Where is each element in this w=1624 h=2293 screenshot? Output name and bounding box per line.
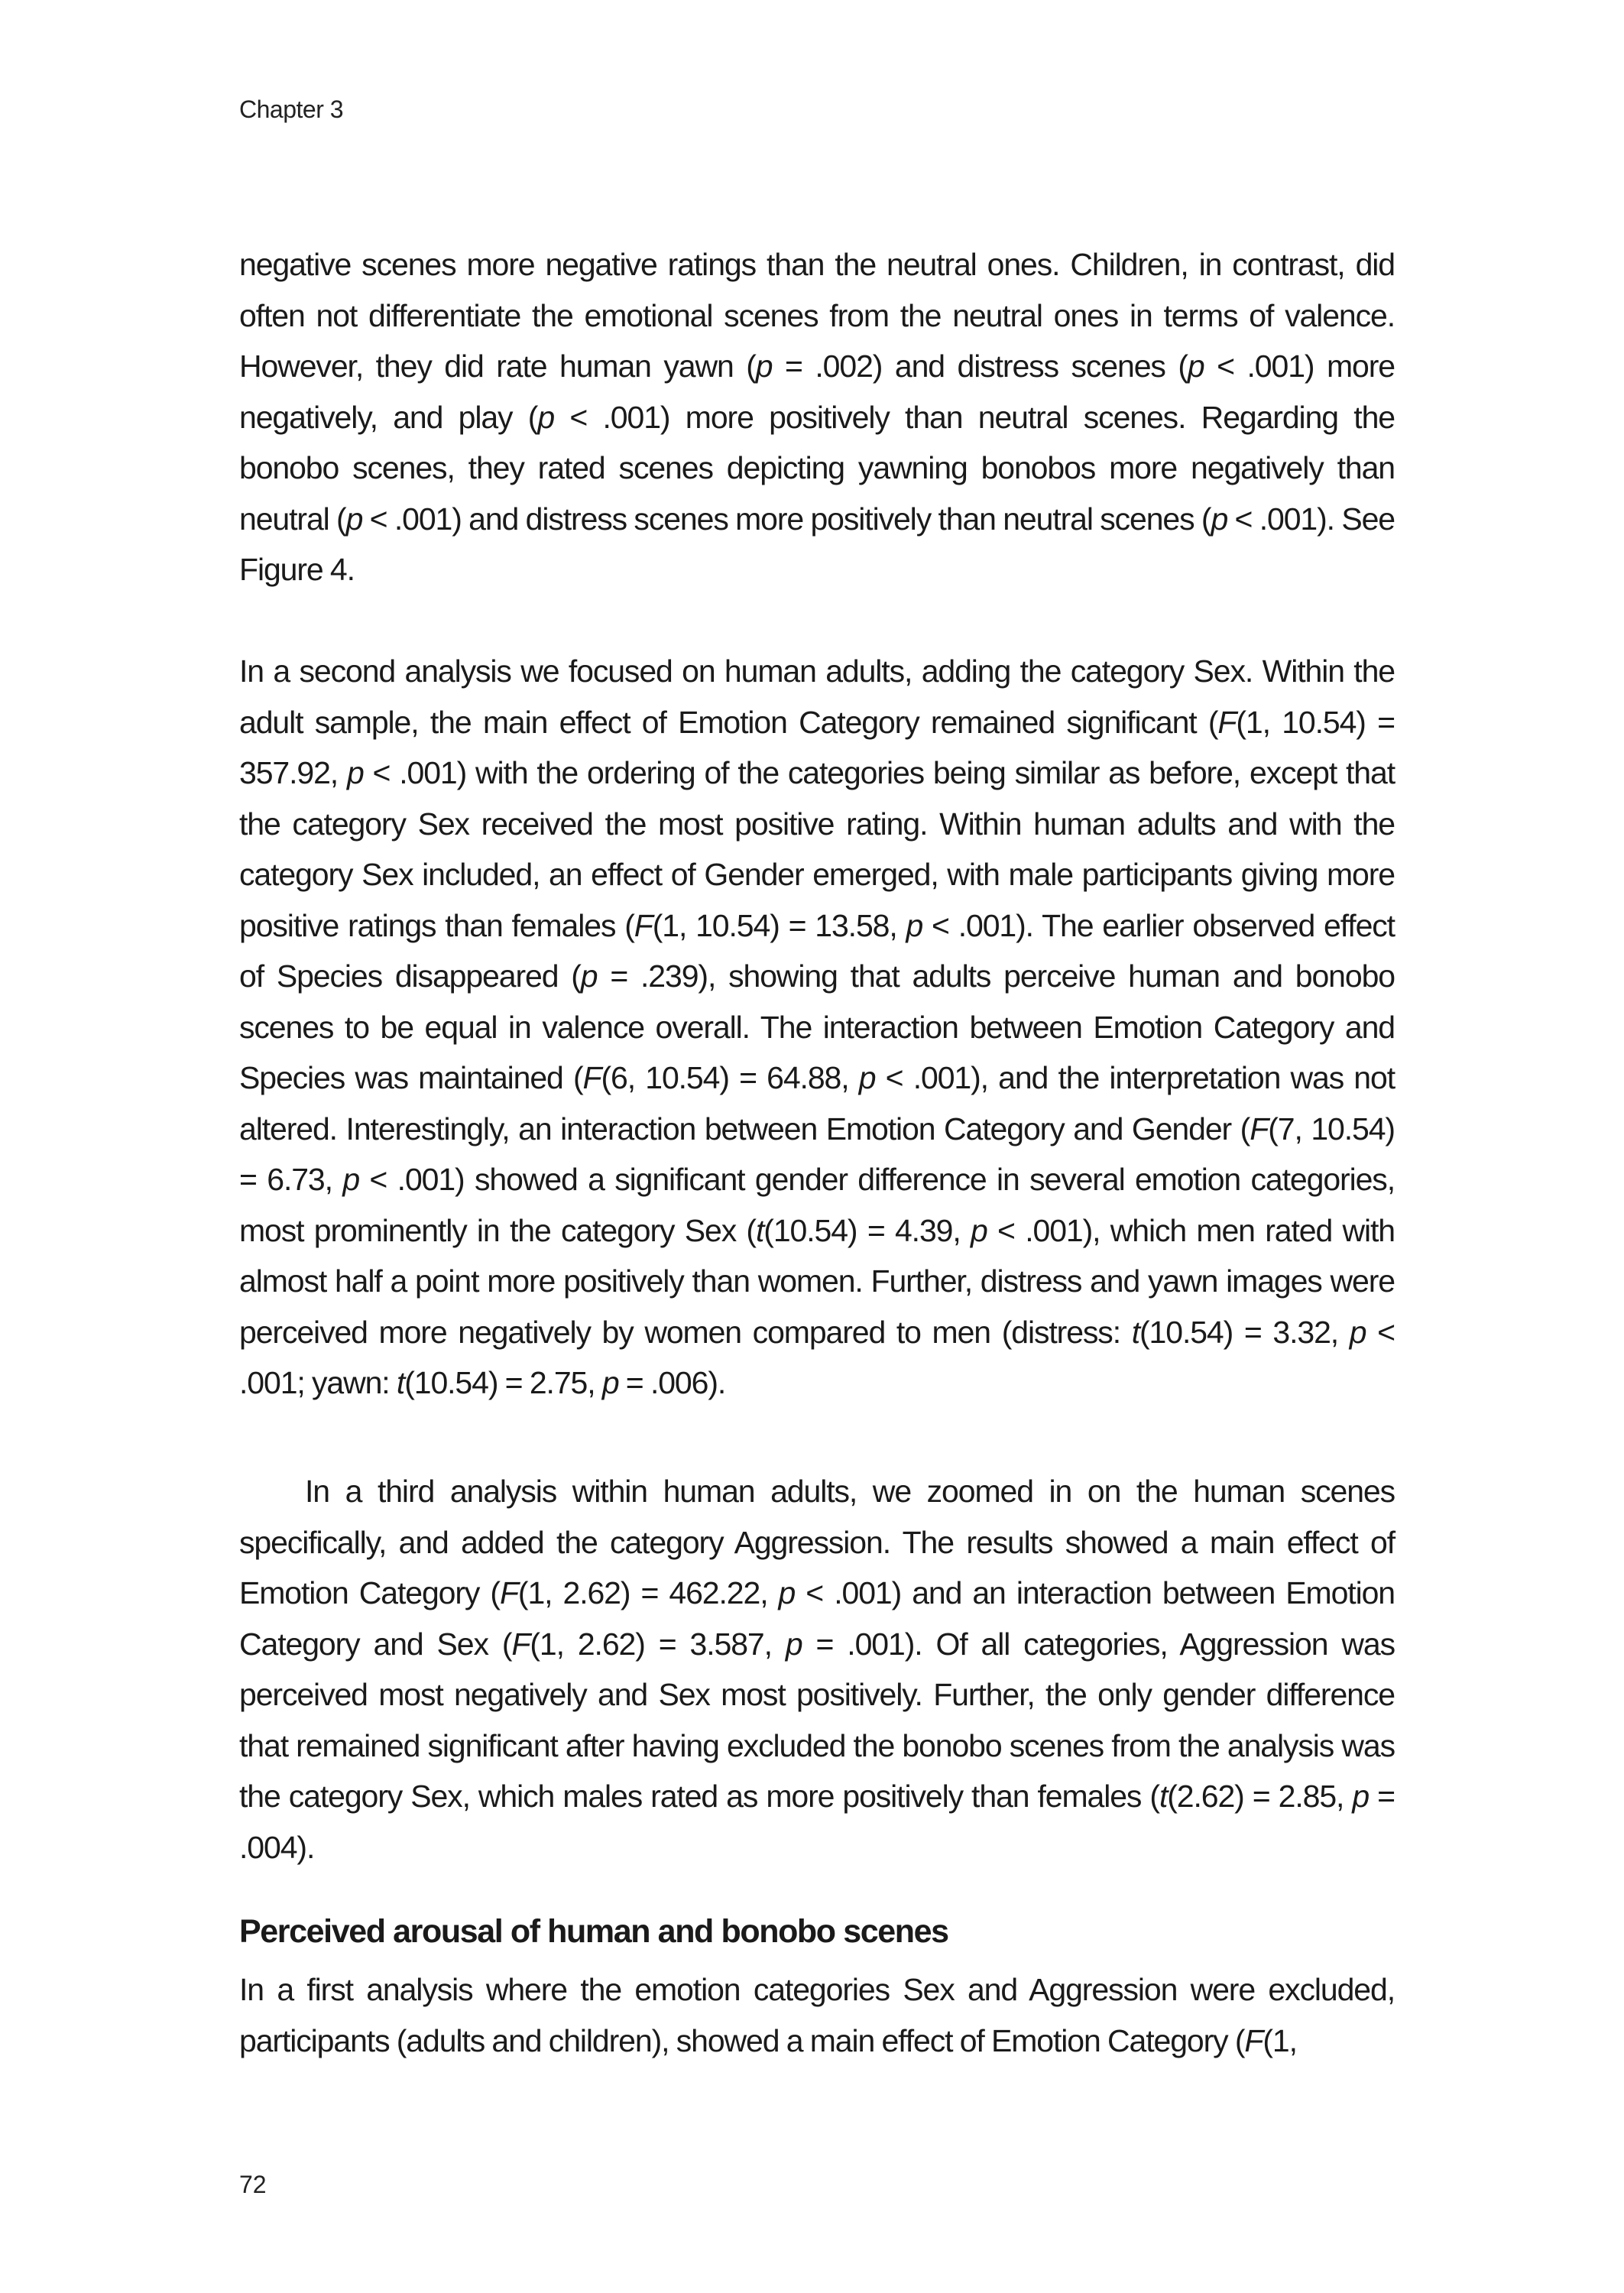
text-run: < .001) more negatively, and play ( <box>239 349 1395 435</box>
text-run: < .001), and the interpretation was not altered. Interestingly, an interaction between Emotion Category and Gender ( <box>239 1060 1395 1146</box>
stat-symbol: p <box>345 501 363 537</box>
stat-symbol: p <box>1187 349 1204 384</box>
section-heading: Perceived arousal of human and bonobo scenes <box>239 1913 948 1950</box>
text-run: (1, 2.62) = 462.22, <box>517 1575 779 1610</box>
stat-symbol: p <box>537 399 555 435</box>
stat-symbol: t <box>396 1365 405 1400</box>
stat-symbol: p <box>342 1162 360 1197</box>
text-run: = .004). <box>239 1779 1395 1865</box>
text-run: < .001). See Figure 4. <box>239 501 1395 587</box>
paragraph-arousal-first-analysis <box>239 1964 1395 2066</box>
stat-symbol: F <box>1250 1111 1269 1146</box>
stat-symbol: p <box>1211 501 1228 537</box>
paragraph-text <box>239 1964 1395 2066</box>
text-run: < .001), which men rated with almost half a point more positively than women. Further, distress and yawn images were perceived more negatively by women compared to men (distress: <box>239 1212 1395 1350</box>
paragraph-text <box>239 1466 1395 1873</box>
text-run: (1, 10.54) = 357.92, <box>239 704 1395 790</box>
stat-symbol: p <box>580 958 598 994</box>
stat-symbol: F <box>582 1060 601 1095</box>
stat-symbol: t <box>1159 1779 1168 1814</box>
text-run: In a first analysis where the emotion categories Sex and Aggression were excluded, participants (adults and children), showed a main effect of Emotion Category ( <box>239 1972 1395 2058</box>
stat-symbol: F <box>634 907 653 943</box>
stat-symbol: p <box>1349 1314 1366 1350</box>
text-run: In a third analysis within human adults, we zoomed in on the human scenes specifically, and added the category Aggression. The results showed a main effect of Emotion Category ( <box>239 1474 1395 1610</box>
text-run: negative scenes more negative ratings than the neutral ones. Children, in contrast, did often not differentiate the emotional scenes from the neutral ones in terms of valence. However, they did rate human yawn ( <box>239 247 1395 384</box>
text-run: = .239), showing that adults perceive human and bonobo scenes to be equal in valence overall. The interaction between Emotion Category and Species was maintained ( <box>239 958 1395 1095</box>
stat-symbol: t <box>1131 1314 1139 1350</box>
text-run: < .001) and distress scenes more positively than neutral scenes ( <box>362 501 1211 537</box>
running-header: Chapter 3 <box>239 96 344 123</box>
stat-symbol: p <box>906 907 923 943</box>
text-run: < .001). The earlier observed effect of Species disappeared ( <box>239 907 1395 994</box>
stat-symbol: p <box>1352 1779 1370 1814</box>
stat-symbol: p <box>858 1060 876 1095</box>
paragraph-second-analysis <box>239 646 1395 1409</box>
text-run: (1, 10.54) = 13.58, <box>652 907 906 943</box>
stat-symbol: F <box>1217 704 1237 740</box>
paragraph-text <box>239 239 1395 595</box>
text-run: (10.54) = 2.75, <box>404 1365 602 1400</box>
paragraph-third-analysis <box>239 1466 1395 1873</box>
stat-symbol: F <box>511 1626 530 1662</box>
text-run: (1, <box>1263 2022 1297 2058</box>
text-run: < .001) showed a significant gender difference in several emotion categories, most prominently in the category Sex ( <box>239 1162 1395 1248</box>
text-run: (2.62) = 2.85, <box>1167 1779 1353 1814</box>
text-run: = .006). <box>618 1365 726 1400</box>
stat-symbol: p <box>755 349 773 384</box>
text-run: (10.54) = 4.39, <box>763 1212 971 1248</box>
paragraph-text <box>239 646 1395 1409</box>
text-run: (1, 2.62) = 3.587, <box>530 1626 786 1662</box>
text-run: In a second analysis we focused on human adults, adding the category Sex. Within the adult sample, the main effect of Emotion Category remained significant ( <box>239 654 1395 740</box>
text-run: (7, 10.54) = 6.73, <box>239 1111 1395 1197</box>
stat-symbol: t <box>755 1212 764 1248</box>
text-run: < .001) more positively than neutral scenes. Regarding the bonobo scenes, they rated scenes depicting yawning bonobos more negatively than neutral ( <box>239 399 1395 537</box>
stat-symbol: p <box>346 755 364 790</box>
stat-symbol: p <box>601 1365 619 1400</box>
stat-symbol: p <box>778 1575 796 1610</box>
stat-symbol: F <box>499 1575 518 1610</box>
stat-symbol: F <box>1244 2022 1263 2058</box>
text-run: = .002) and distress scenes ( <box>772 349 1188 384</box>
paragraph-valence-children <box>239 239 1395 595</box>
stat-symbol: p <box>971 1212 987 1248</box>
text-run: < .001; yawn: <box>239 1314 1395 1400</box>
stat-symbol: p <box>785 1626 802 1662</box>
text-run: < .001) and an interaction between Emotion Category and Sex ( <box>239 1575 1395 1662</box>
text-run: < .001) with the ordering of the categories being similar as before, except that the category Sex received the most positive rating. Within human adults and with the category Sex included, an effect of Gender emerged, with male participants giving more positive ratings than females ( <box>239 755 1395 943</box>
page-number: 72 <box>239 2171 267 2198</box>
text-run: (10.54) = 3.32, <box>1139 1314 1350 1350</box>
text-run: (6, 10.54) = 64.88, <box>601 1060 859 1095</box>
text-run: = .001). Of all categories, Aggression was perceived most negatively and Sex most positively. Further, the only gender difference that remained significant after having excluded the bonobo scenes from the analysis was the category Sex, which males rated as more positively than females ( <box>239 1626 1395 1814</box>
